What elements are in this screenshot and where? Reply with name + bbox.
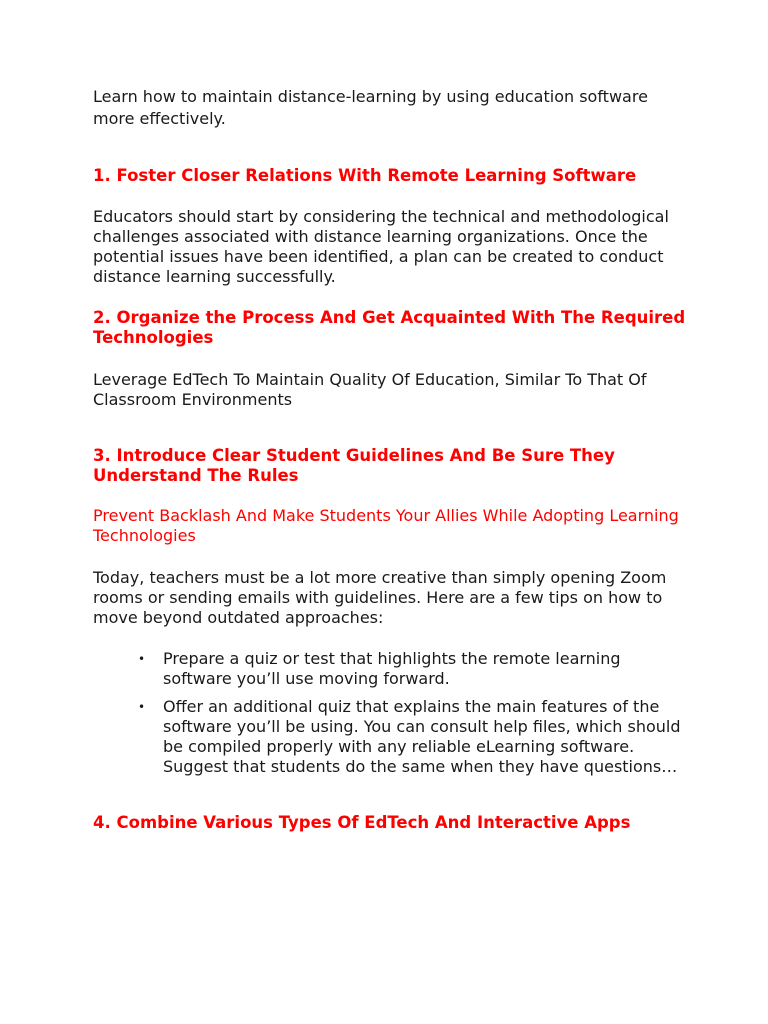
section-3-heading: 3. Introduce Clear Student Guidelines And Be Sure They Understand The Rules (93, 446, 615, 485)
section-3-subheading: Prevent Backlash And Make Students Your Allies While Adopting Learning Technologies (93, 506, 679, 545)
bullet-icon: • (138, 652, 146, 666)
section-3-paragraph: Today, teachers must be a lot more creative than simply opening Zoom rooms or sending emails with guidelines. Here are a few tips on how to move beyond outdated approaches: (93, 568, 667, 627)
section-1-heading: 1. Foster Closer Relations With Remote Learning Software (93, 166, 637, 185)
list-item (138, 697, 693, 777)
section-2-heading: 2. Organize the Process And Get Acquainted With The Required Technologies (93, 308, 686, 347)
section-4-heading: 4. Combine Various Types Of EdTech And Interactive Apps (93, 813, 631, 832)
list-item-text: Prepare a quiz or test that highlights the remote learning software you’ll use moving forward. (163, 649, 621, 688)
bullet-icon: • (138, 700, 146, 714)
tips-list (93, 649, 693, 777)
list-item (138, 649, 693, 689)
intro-paragraph: Learn how to maintain distance-learning by using education software more effectively. (93, 87, 648, 128)
section-1-paragraph: Educators should start by considering the technical and methodological challenges associated with distance learning organizations. Once the potential issues have been identified, a plan can be created to conduct distance learning successfully. (93, 207, 669, 286)
list-item-text: Offer an additional quiz that explains the main features of the software you’ll be using. You can consult help files, which should be compiled properly with any reliable eLearning software. Suggest that students do the same when they have questions… (163, 697, 681, 776)
section-2-paragraph: Leverage EdTech To Maintain Quality Of Education, Similar To That Of Classroom Environments (93, 370, 647, 409)
document-page (93, 86, 693, 833)
